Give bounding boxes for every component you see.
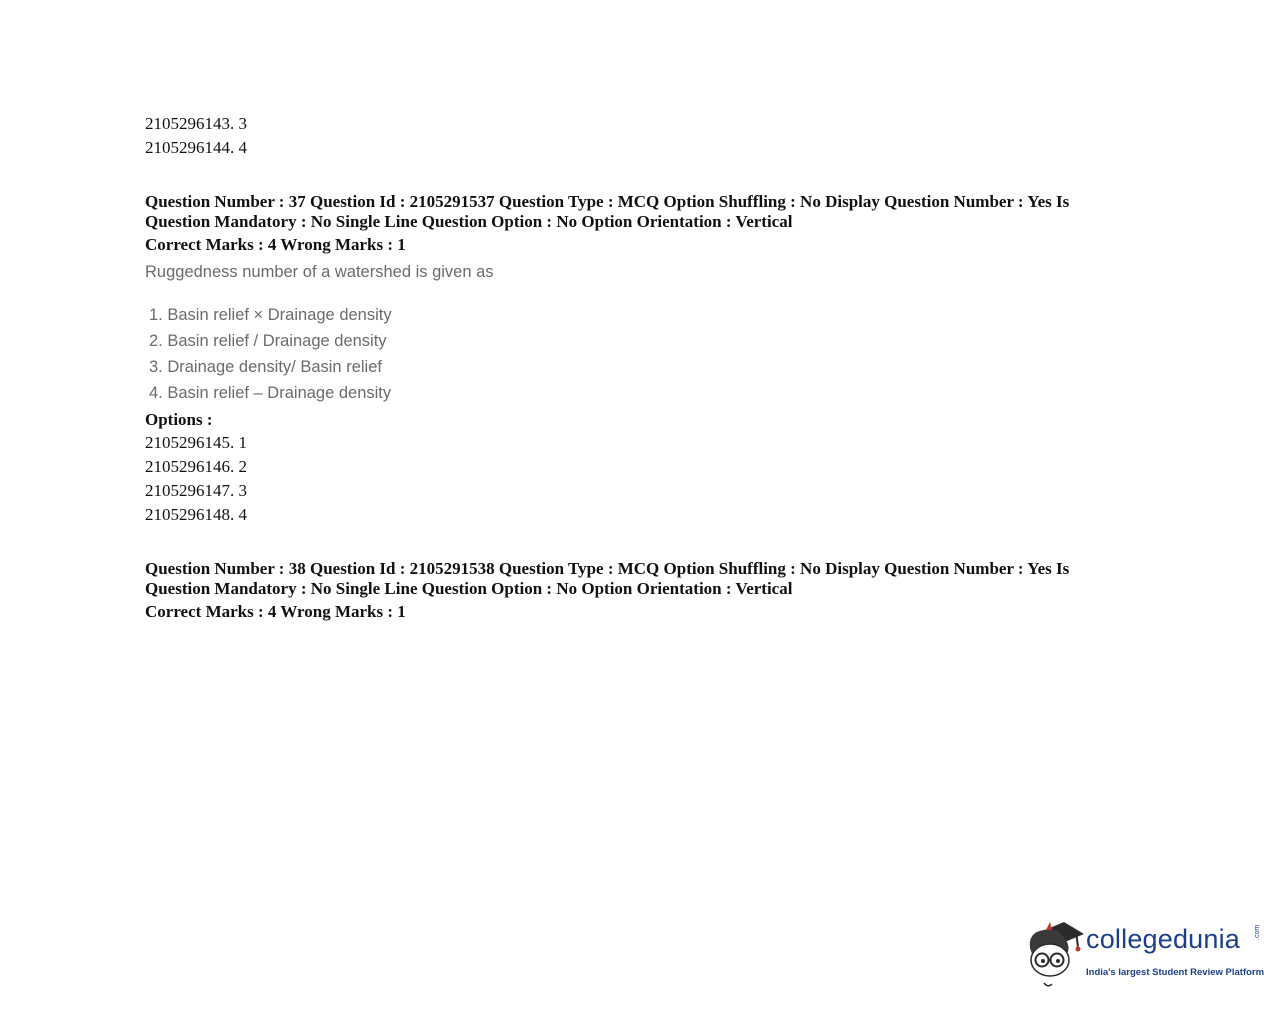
logo-suffix: .com	[1254, 924, 1261, 940]
q38-marks: Correct Marks : 4 Wrong Marks : 1	[145, 602, 406, 621]
q38-meta: Question Number : 38 Question Id : 2105291538 Question Type : MCQ Option Shuffling : No Display Question Number : Yes Is Question Mandatory : No Single Line Question Option : No Option Orientation : Vertical	[145, 559, 1070, 598]
mascot-icon	[1024, 918, 1086, 990]
q37-options-label: Options :	[145, 410, 213, 429]
logo-tagline: India's largest Student Review Platform	[1086, 967, 1265, 978]
q37-option-3: 2105296147. 3	[145, 481, 247, 500]
q37-meta: Question Number : 37 Question Id : 2105291537 Question Type : MCQ Option Shuffling : No Display Question Number : Yes Is Question Mandatory : No Single Line Question Option : No Option Orientation : Vertical	[145, 192, 1070, 231]
q37-marks: Correct Marks : 4 Wrong Marks : 1	[145, 235, 406, 254]
q37-option-4: 2105296148. 4	[145, 505, 247, 524]
q37-option-2: 2105296146. 2	[145, 457, 247, 476]
q37-question-text: Ruggedness number of a watershed is given as	[145, 263, 494, 281]
q37-option-1: 2105296145. 1	[145, 433, 247, 452]
prev-option-3: 2105296143. 3	[145, 114, 247, 133]
q37-choice-1: 1. Basin relief × Drainage density	[149, 306, 392, 324]
q37-choice-2: 2. Basin relief / Drainage density	[149, 332, 387, 350]
logo-wordmark: collegedunia	[1086, 924, 1241, 954]
collegedunia-logo	[1024, 918, 1274, 990]
q37-choice-4: 4. Basin relief – Drainage density	[149, 384, 392, 402]
q37-choice-3: 3. Drainage density/ Basin relief	[149, 358, 382, 376]
prev-option-4: 2105296144. 4	[145, 138, 247, 157]
